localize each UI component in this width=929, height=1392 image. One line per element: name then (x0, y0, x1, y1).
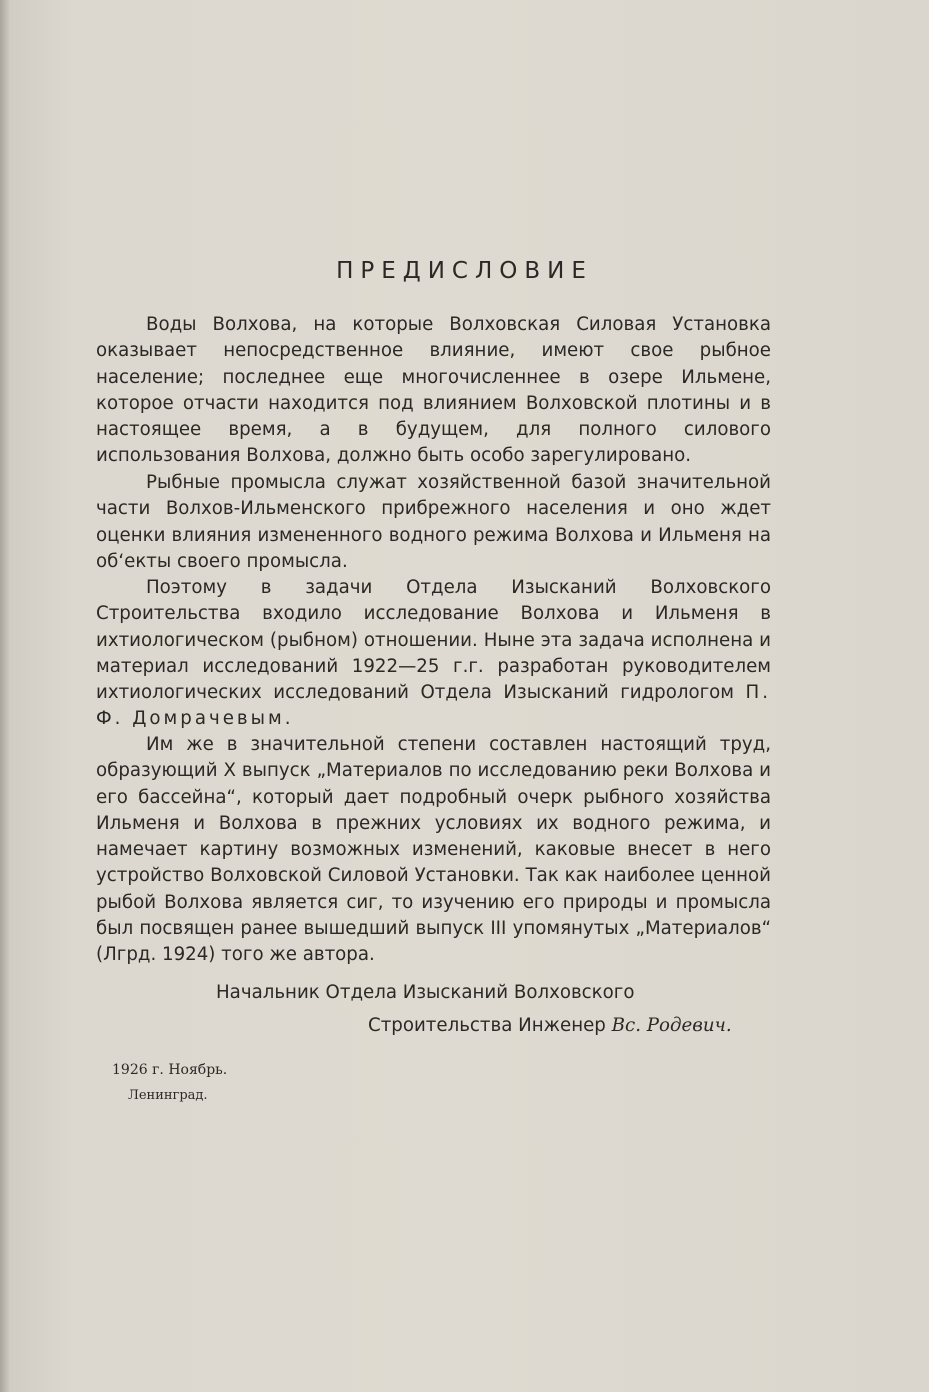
page-edge-shadow (0, 0, 10, 1392)
document-place: Ленинград. (128, 1088, 208, 1103)
paragraph-3-text: Поэтому в задачи Отдела Изысканий Волховского Строительства входило исследование Волхова и Ильменя в ихтиологическом (рыбном) отношении. Ныне эта задача исполнена и материал исследований 1922—25 г.г. разработан руководителем ихтиологических исследований Отдела Изысканий гидрологом (96, 577, 771, 704)
paragraph-4: Им же в значительной степени составлен настоящий труд, образующий X выпуск „Материалов по исследованию реки Волхова и его бассейна“, который дает подробный очерк рыбного хозяйства Ильменя и Волхова в прежних условиях их водного режима, и намечает картину возможных изменений, каковые внесет в него устройство Волховской Силовой Установки. Так как наиболее ценной рыбой Волхова является сиг, то изучению его природы и промысла был посвящен ранее вышедший выпуск III упомянутых „Материалов“ (Лгрд. 1924) того же автора. (96, 734, 771, 966)
signature-name: Вс. Родевич. (611, 1015, 732, 1036)
signature-line-1: Начальник Отдела Изысканий Волховского (216, 982, 635, 1003)
paragraph-1: Воды Волхова, на которые Волховская Силовая Установка оказывает непосредственное влияние, имеют свое рыбное население; последнее еще многочисленнее в озере Ильмене, которое отчасти находится под влиянием Волховской плотины и в настоящее время, а в будущем, для полного силового использования Волхова, должно быть особо зарегулировано. (96, 314, 771, 467)
signature-title: Строительства Инженер (368, 1015, 606, 1036)
paragraph-3 (96, 575, 771, 733)
paragraph-2: Рыбные промысла служат хозяйственной базой значительной части Волхов-Ильменского прибрежного населения и оно ждет оценки влияния измененного водного режима Волхова и Ильменя на об‘екты своего промысла. (96, 472, 771, 572)
author-name: П. Ф. Домрачевым. (96, 682, 771, 730)
signature-line-2 (368, 1015, 732, 1036)
document-date: 1926 г. Ноябрь. (112, 1062, 228, 1078)
page-title: ПРЕДИСЛОВИЕ (336, 258, 593, 284)
